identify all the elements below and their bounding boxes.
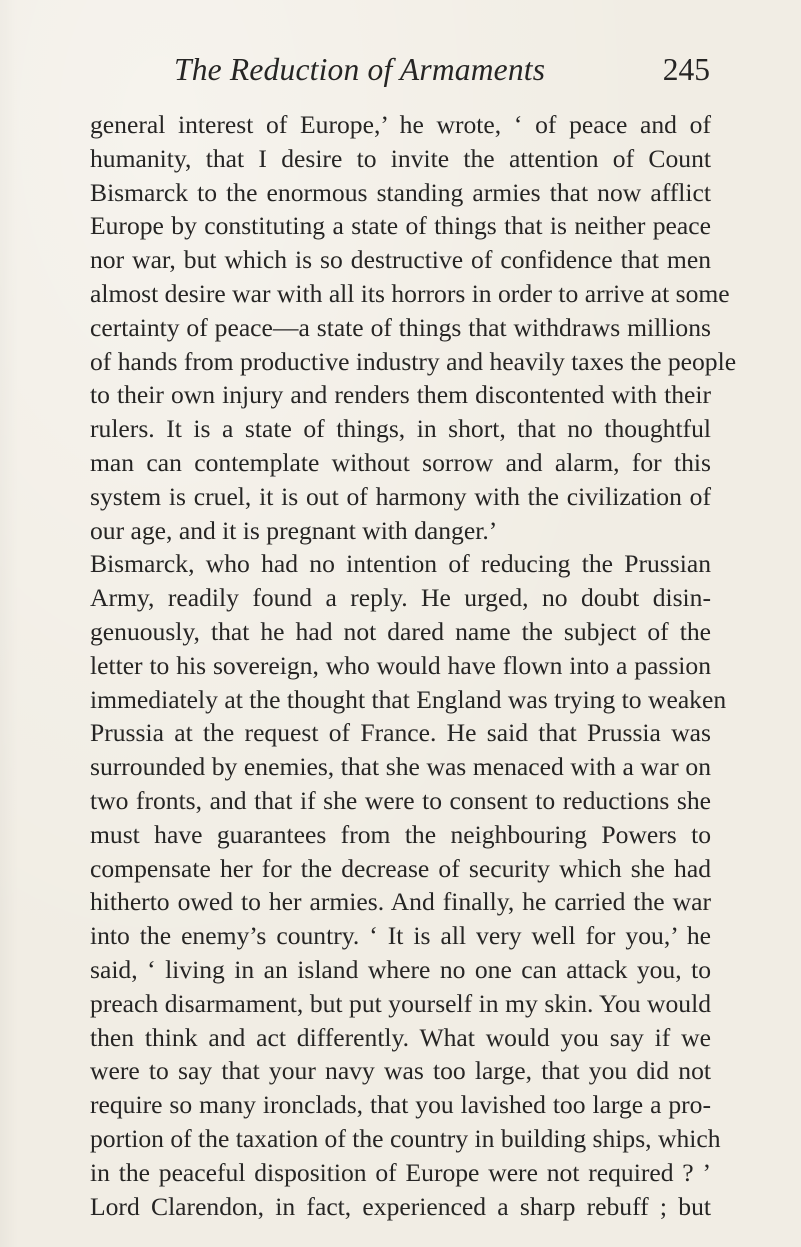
text-line: rulers. It is a state of things, in short, that no thoughtful (90, 414, 711, 444)
text-line: into the enemy’s country. ‘ It is all very well for you,’ he (90, 921, 711, 951)
page-number: 245 (662, 52, 710, 87)
text-line: to their own injury and renders them discontented with their (90, 380, 711, 410)
text-line: system is cruel, it is out of harmony with the civilization of (90, 481, 711, 511)
text-line: man can contemplate without sorrow and alarm, for this (90, 447, 711, 477)
text-line: preach disarmament, but put yourself in my skin. You would (90, 988, 711, 1018)
text-line: said, ‘ living in an island where no one can attack you, to (90, 954, 711, 984)
text-line: hitherto owed to her armies. And finally, he carried the war (90, 887, 711, 917)
text-line: were to say that your navy was too large, that you did not (90, 1056, 711, 1086)
text-line: letter to his sovereign, who would have flown into a passion (90, 650, 711, 680)
running-title: The Reduction of Armaments (174, 52, 546, 87)
text-line: certainty of peace—a state of things that withdraws millions (90, 312, 711, 342)
text-line: surrounded by enemies, that she was menaced with a war on (90, 752, 711, 782)
text-line: require so many ironclads, that you lavished too large a pro- (90, 1090, 711, 1120)
text-line: Lord Clarendon, in fact, experienced a sharp rebuff ; but (90, 1191, 711, 1221)
text-line: must have guarantees from the neighbouring Powers to (90, 819, 711, 849)
paragraph-end-line: our age, and it is pregnant with danger.’ (90, 515, 498, 545)
text-line: then think and act differently. What would you say if we (90, 1022, 711, 1052)
text-line: general interest of Europe,’ he wrote, ‘ of peace and of (90, 110, 711, 139)
text-line: Europe by constituting a state of things that is neither peace (90, 211, 711, 241)
text-line: humanity, that I desire to invite the attention of Count (90, 143, 711, 173)
body-text (90, 108, 737, 1223)
text-line: immediately at the thought that England was trying to weaken (90, 684, 727, 714)
paragraph-start-line: Bismarck, who had no intention of reducing the Prussian (90, 549, 711, 579)
text-line: of hands from productive industry and heavily taxes the people (90, 346, 737, 376)
text-line: compensate her for the decrease of security which she had (90, 853, 711, 883)
text-line: Bismarck to the enormous standing armies that now afflict (90, 177, 711, 207)
running-head (90, 52, 710, 92)
text-line: two fronts, and that if she were to consent to reductions she (90, 785, 711, 815)
text-line: Prussia at the request of France. He said that Prussia was (90, 718, 711, 748)
text-line: Army, readily found a reply. He urged, no doubt disin- (90, 583, 711, 613)
text-line: in the peaceful disposition of Europe were not required ? ’ (90, 1157, 711, 1187)
text-line: portion of the taxation of the country in building ships, which (90, 1123, 721, 1153)
text-line: nor war, but which is so destructive of confidence that men (90, 245, 711, 275)
text-line: genuously, that he had not dared name the subject of the (90, 616, 711, 646)
text-line: almost desire war with all its horrors in order to arrive at some (90, 278, 730, 308)
